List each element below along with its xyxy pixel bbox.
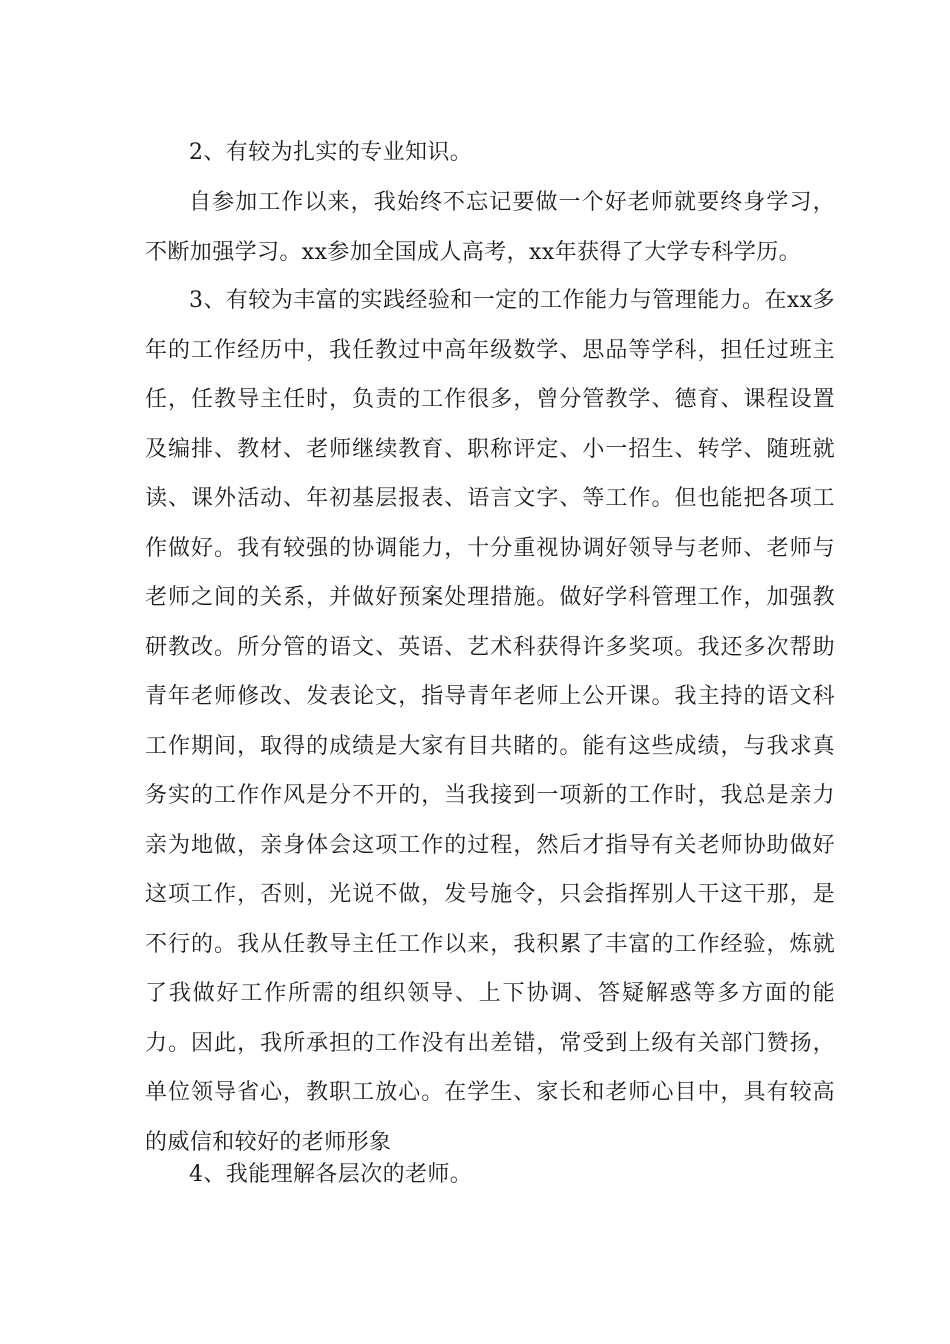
paragraph-item-3-experience: 3、有较为丰富的实践经验和一定的工作能力与管理能力。在xx多年的工作经历中，我任教过中高年级数学、思品等学科，担任过班主任，任教导主任时，负责的工作很多，曾分管教学、德育、课程设置及编排、教材、老师继续教育、职称评定、小一招生、转学、随班就读、课外活动、年初基层报表、语言文字、等工作。但也能把各项工作做好。我有较强的协调能力，十分重视协调好领导与老师、老师与老师之间的关系，并做好预案处理措施。做好学科管理工作，加强教研教改。所分管的语文、英语、艺术科获得许多奖项。我还多次帮助青年老师修改、发表论文，指导青年老师上公开课。我主持的语文科工作期间，取得的成绩是大家有目共睹的。能有这些成绩，与我求真务实的工作作风是分不开的，当我接到一项新的工作时，我总是亲力亲为地做，亲身体会这项工作的过程，然后才指导有关老师协助做好这项工作，否则，光说不做，发号施令，只会指挥别人干这干那，是不行的。我从任教导主任工作以来，我积累了丰富的工作经验，炼就了我做好工作所需的组织领导、上下协调、答疑解惑等多方面的能力。因此，我所承担的工作没有出差错，常受到上级有关部门赞扬，单位领导省心，教职工放心。在学生、家长和老师心目中，具有较高的威信和较好的老师形象 [145,288,835,1155]
paragraph-item-4-heading: 4、我能理解各层次的老师。 [189,1162,473,1187]
paragraph-continuing-study: 自参加工作以来，我始终不忘记要做一个好老师就要终身学习，不断加强学习。xx参加全国成人高考，xx年获得了大学专科学历。 [145,190,835,265]
paragraph-item-2-heading: 2、有较为扎实的专业知识。 [189,140,473,165]
